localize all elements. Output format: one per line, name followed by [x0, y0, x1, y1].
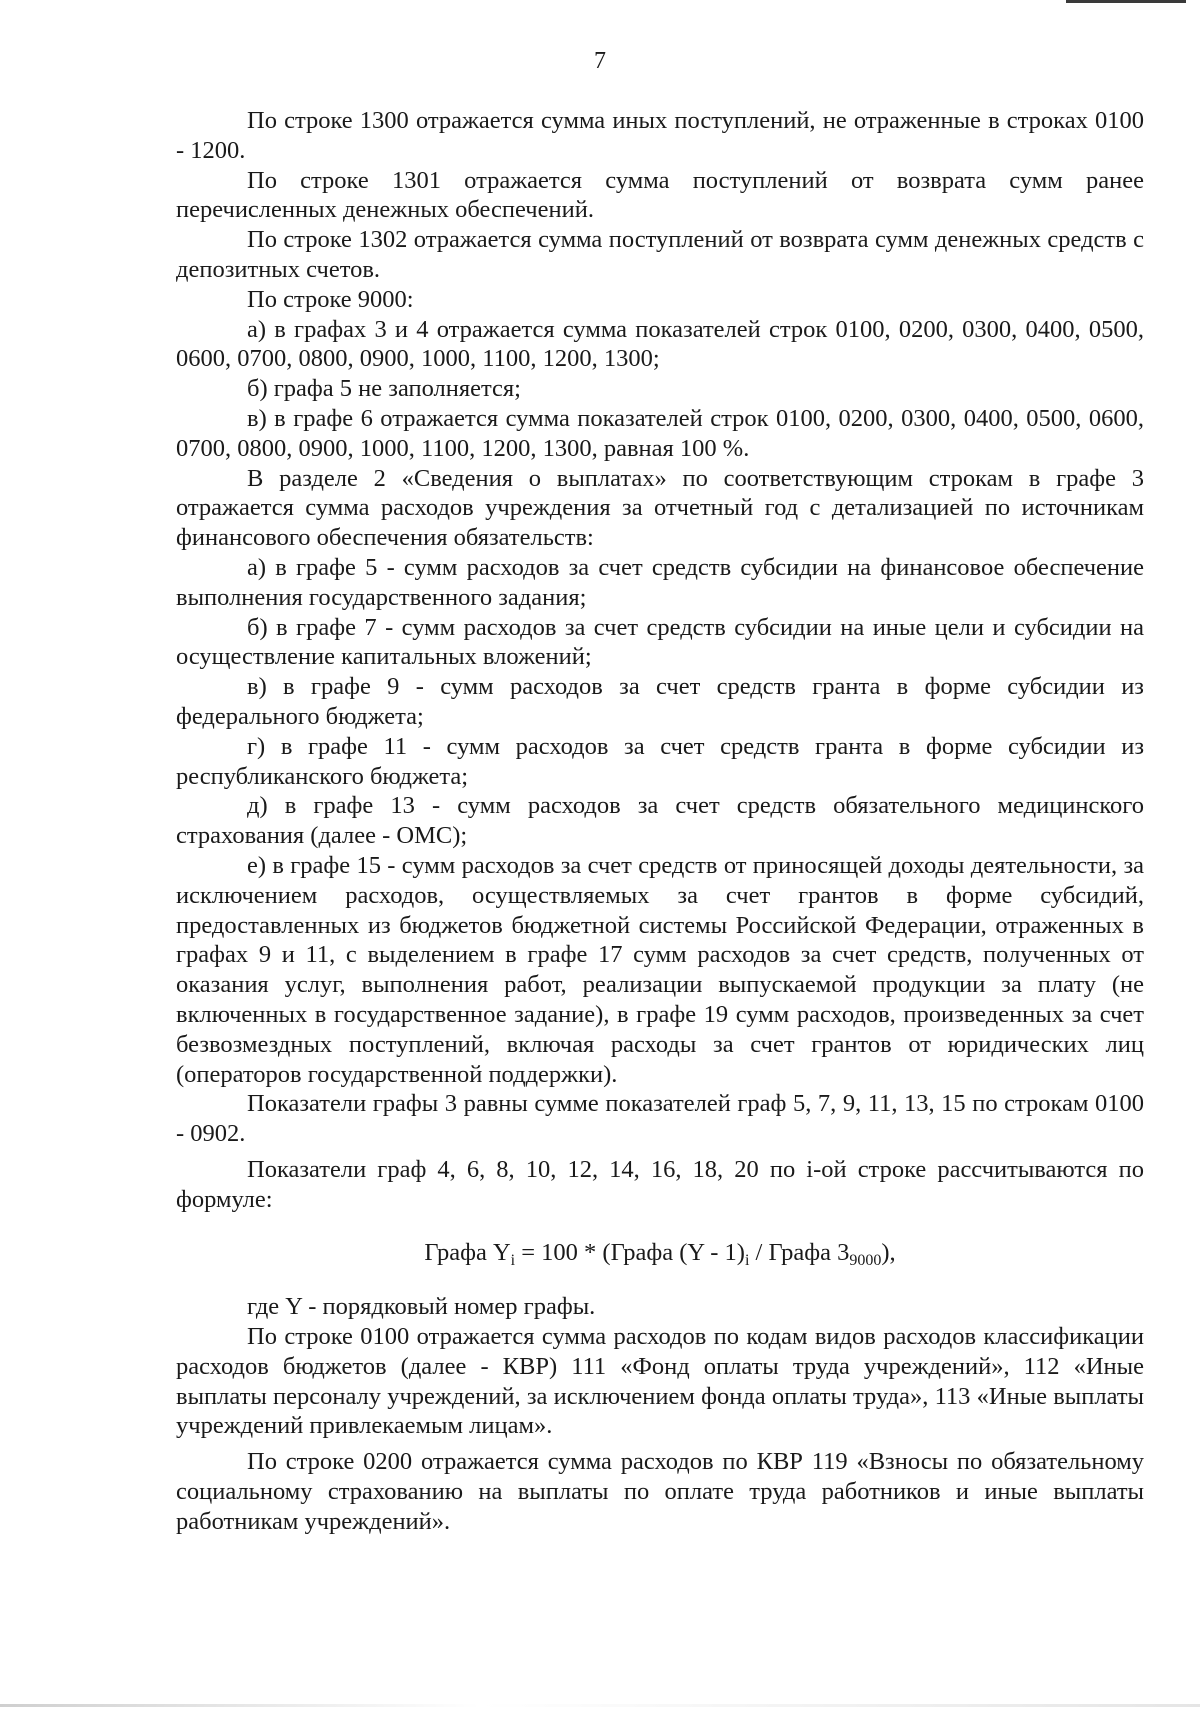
- list-item: а) в графах 3 и 4 отражается сумма показателей строк 0100, 0200, 0300, 0400, 0500, 0600, 0700, 0800, 0900, 1000, 1100, 1200, 1300;: [176, 315, 1144, 373]
- list-item: б) графа 5 не заполняется;: [247, 375, 521, 403]
- formula-text: / Графа 3: [749, 1239, 850, 1267]
- scan-artifact: [1066, 0, 1186, 3]
- formula-text: Графа Y: [424, 1239, 511, 1267]
- list-item: в) в графе 6 отражается сумма показателей строк 0100, 0200, 0300, 0400, 0500, 0600, 0700, 0800, 0900, 1000, 1100, 1200, 1300, равная 100 %.: [176, 404, 1144, 462]
- formula: [176, 1238, 1144, 1268]
- scan-artifact: [0, 1704, 1200, 1707]
- list-item: в) в графе 9 - сумм расходов за счет средств гранта в форме субсидии из федерального бюджета;: [176, 673, 1144, 730]
- paragraph: Показатели графы 3 равны сумме показателей граф 5, 7, 9, 11, 13, 15 по строкам 0100 - 0902.: [176, 1090, 1144, 1148]
- paragraph: В разделе 2 «Сведения о выплатах» по соответствующим строкам в графе 3 отражается сумма расходов учреждения за отчетный год с детализацией по источникам финансового обеспечения обязательств:: [176, 464, 1144, 552]
- formula-subscript: 9000: [849, 1252, 882, 1270]
- paragraph: По строке 9000:: [247, 285, 414, 313]
- formula-subscript: i: [744, 1252, 750, 1270]
- paragraph: По строке 1302 отражается сумма поступлений от возврата сумм денежных средств с депозитных счетов.: [176, 226, 1144, 283]
- list-item: д) в графе 13 - сумм расходов за счет средств обязательного медицинского страхования (далее - ОМС);: [176, 792, 1144, 850]
- formula-text: ),: [881, 1239, 896, 1267]
- list-item: а) в графе 5 - сумм расходов за счет средств субсидии на финансовое обеспечение выполнения государственного задания;: [176, 553, 1144, 611]
- paragraph: Показатели граф 4, 6, 8, 10, 12, 14, 16, 18, 20 по i-ой строке рассчитываются по формуле:: [176, 1155, 1144, 1213]
- paragraph: где Y - порядковый номер графы.: [247, 1293, 596, 1321]
- page-number: 7: [594, 48, 606, 74]
- formula-subscript: i: [510, 1252, 516, 1270]
- paragraph: По строке 1300 отражается сумма иных поступлений, не отраженные в строках 0100 - 1200.: [176, 107, 1144, 164]
- list-item: е) в графе 15 - сумм расходов за счет средств от приносящей доходы деятельности, за исключением расходов, осуществляемых за счет грантов в форме субсидий, предоставленных из бюджетов бюджетной системы Российской Федерации, отраженных в графах 9 и 11, с выделением в графе 17 сумм расходов за счет средств, полученных от оказания услуг, выполнения работ, реализации выпускаемой продукции за плату (не включенных в государственное задание), в графе 19 сумм расходов, произведенных за счет безвозмездных поступлений, включая расходы за счет грантов от юридических лиц (операторов государственной поддержки).: [176, 851, 1144, 1088]
- paragraph: По строке 1301 отражается сумма поступлений от возврата сумм ранее перечисленных денежных обеспечений.: [176, 166, 1144, 224]
- list-item: г) в графе 11 - сумм расходов за счет средств гранта в форме субсидии из республиканского бюджета;: [176, 732, 1144, 790]
- document-body: [176, 106, 1144, 1537]
- paragraph: По строке 0200 отражается сумма расходов по КВР 119 «Взносы по обязательному социальному страхованию на выплаты по оплате труда работников и иные выплаты работникам учреждений».: [176, 1448, 1144, 1535]
- list-item: б) в графе 7 - сумм расходов за счет средств субсидии на иные цели и субсидии на осуществление капитальных вложений;: [176, 613, 1144, 671]
- paragraph: По строке 0100 отражается сумма расходов по кодам видов расходов классификации расходов бюджетов (далее - КВР) 111 «Фонд оплаты труда учреждений», 112 «Иные выплаты персоналу учреждений, за исключением фонда оплаты труда», 113 «Иные выплаты учреждений привлекаемым лицам».: [176, 1323, 1144, 1440]
- formula-text: = 100 * (Графа (Y - 1): [515, 1239, 745, 1267]
